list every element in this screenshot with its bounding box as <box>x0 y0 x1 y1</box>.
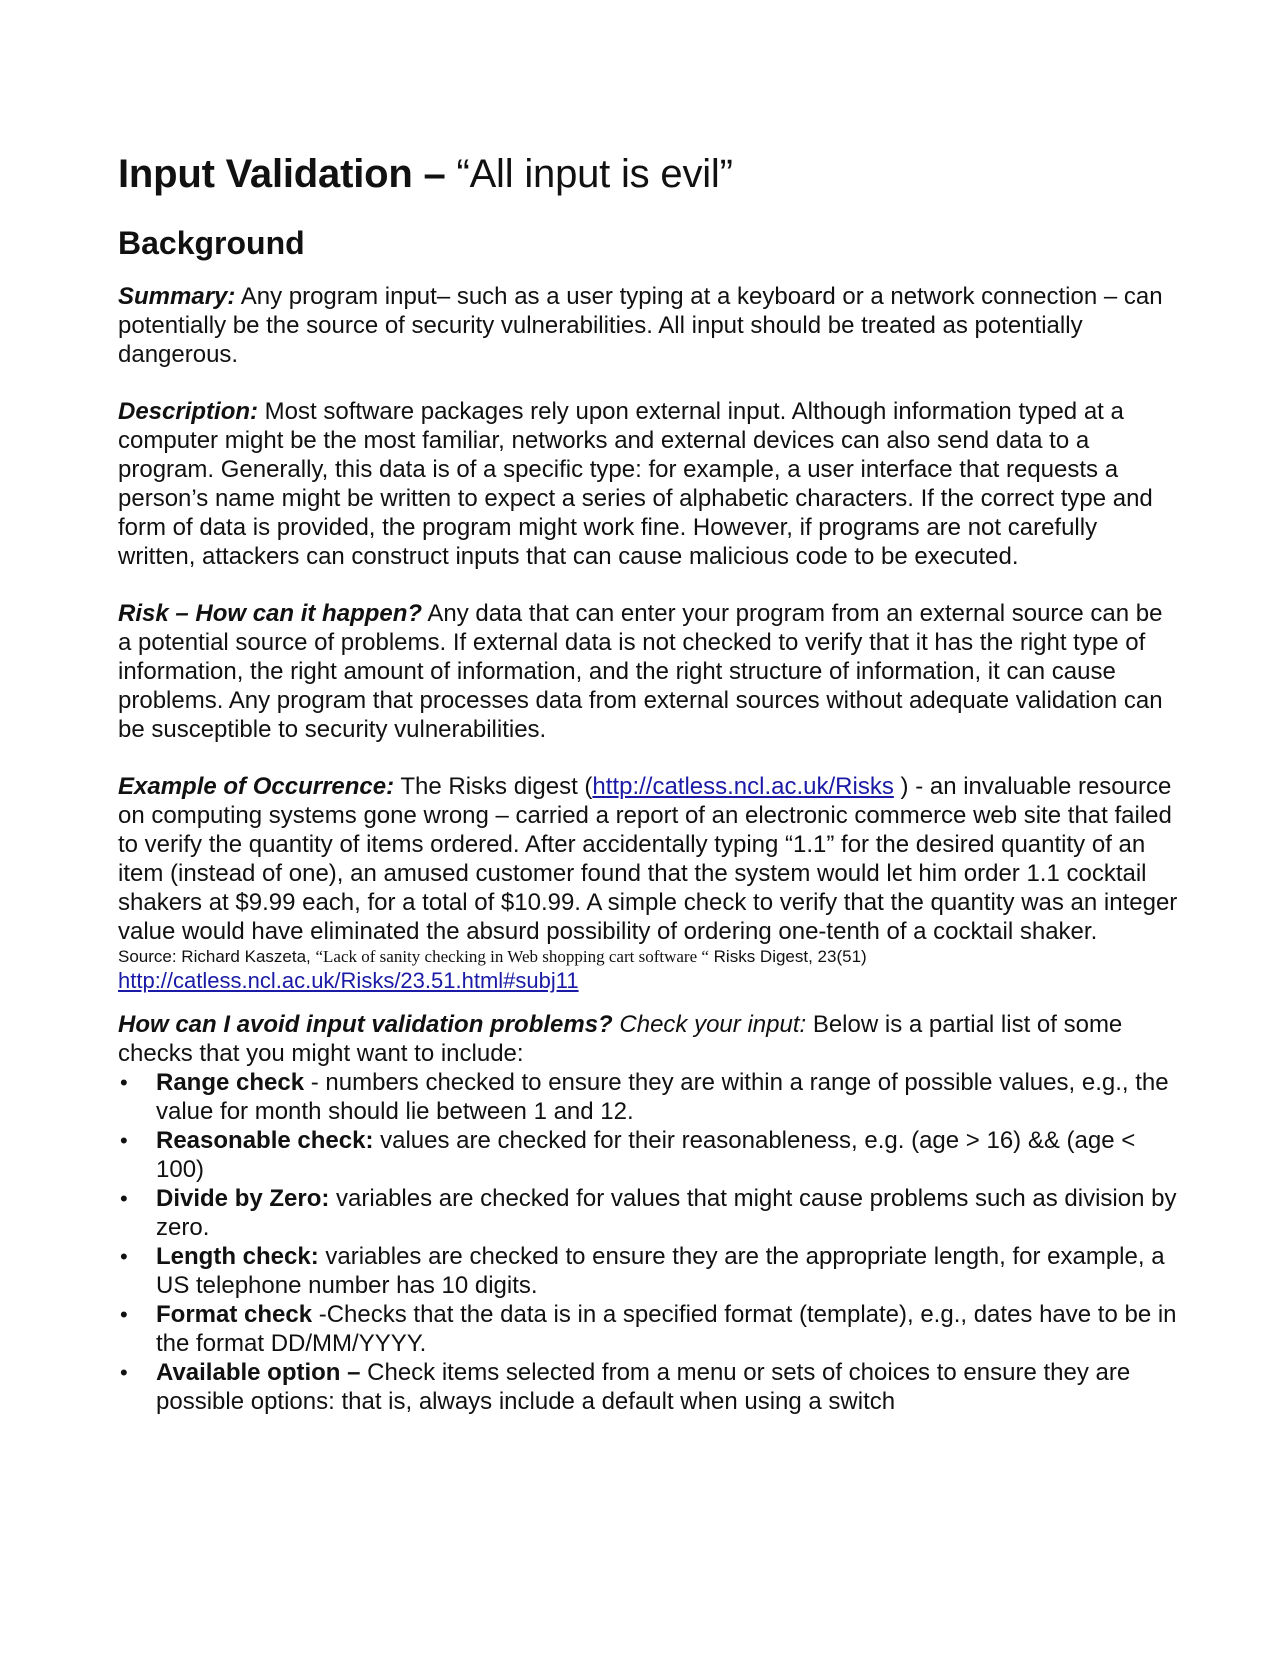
description-label: Description: <box>118 398 259 426</box>
source-link[interactable]: http://catless.ncl.ac.uk/Risks/23.51.html#subj11 <box>118 968 579 994</box>
summary-text: Any program input– such as a user typing at a keyboard or a network connection – can potentially be the source of security vulnerabilities. All input should be treated as potentially dangerous. <box>118 283 1163 369</box>
avoid-italic: Check your input: <box>612 1011 807 1039</box>
bullet-icon: • <box>120 1186 128 1212</box>
list-item <box>118 1184 1178 1242</box>
description-paragraph <box>118 397 1178 571</box>
example-paragraph <box>118 772 1178 946</box>
section-heading-background: Background <box>118 225 305 261</box>
check-text: -Checks that the data is in a specified format (template), e.g., dates have to be in the format DD/MM/YYYY. <box>156 1301 1177 1358</box>
avoid-paragraph <box>118 1010 1178 1068</box>
example-label: Example of Occurrence: <box>118 773 395 801</box>
check-text: variables are checked for values that might cause problems such as division by zero. <box>156 1185 1177 1242</box>
avoid-text: Below is a partial list of some checks that you might want to include: <box>118 1011 1123 1068</box>
bullet-icon: • <box>120 1360 128 1386</box>
check-term: Available option – <box>156 1359 361 1387</box>
avoid-label: How can I avoid input validation problems? <box>118 1011 613 1039</box>
list-item <box>118 1242 1178 1300</box>
document-page <box>118 150 1178 1416</box>
list-item <box>118 1358 1178 1416</box>
summary-paragraph <box>118 282 1178 369</box>
source-citation <box>118 946 1178 968</box>
risks-digest-link[interactable]: http://catless.ncl.ac.uk/Risks <box>592 773 894 801</box>
example-text-before: The Risks digest ( <box>394 773 593 801</box>
risk-label: Risk – How can it happen? <box>118 600 423 628</box>
list-item <box>118 1068 1178 1126</box>
page-title <box>118 150 1178 198</box>
summary-label: Summary: <box>118 283 236 311</box>
risk-text: Any data that can enter your program from an external source can be a potential source of problems. If external data is not checked to verify that it has the right type of information, the right amount of information, and the right structure of information, it can cause problems. Any program that processes data from external sources without adequate validation can be susceptible to security vulnerabilities. <box>118 600 1163 744</box>
checks-list <box>118 1068 1178 1416</box>
bullet-icon: • <box>120 1128 128 1154</box>
source-prefix: Source: Richard Kaszeta, <box>118 947 316 967</box>
check-term: Range check <box>156 1069 305 1097</box>
bullet-icon: • <box>120 1070 128 1096</box>
source-article-title: “Lack of sanity checking in Web shopping cart software “ <box>315 947 709 967</box>
risk-paragraph <box>118 599 1178 744</box>
example-text-after: ) - an invaluable resource on computing systems gone wrong – carried a report of an electronic commerce web site that failed to verify the quantity of items ordered. After accidentally typing “1.1” for the desired quantity of an item (instead of one), an amused customer found that the system would let him order 1.1 cocktail shakers at $9.99 each, for a total of $10.99. A simple check to verify that the quantity was an integer value would have eliminated the absurd possibility of ordering one-tenth of a cocktail shaker. <box>118 773 1178 946</box>
check-term: Divide by Zero: <box>156 1185 330 1213</box>
source-suffix: Risks Digest, 23(51) <box>708 947 867 967</box>
title-quote: “All input is evil” <box>445 152 733 196</box>
source-link-line <box>118 968 1178 994</box>
check-term: Format check <box>156 1301 313 1329</box>
description-text: Most software packages rely upon external input. Although information typed at a computer might be the most familiar, networks and external devices can also send data to a program. Generally, this data is of a specific type: for example, a user interface that requests a person’s name might be written to expect a series of alphabetic characters. If the correct type and form of data is provided, the program might work fine. However, if programs are not carefully written, attackers can construct inputs that can cause malicious code to be executed. <box>118 398 1153 571</box>
check-text: Check items selected from a menu or sets of choices to ensure they are possible options: that is, always include a default when using a switch <box>156 1359 1131 1416</box>
check-term: Reasonable check: <box>156 1127 374 1155</box>
check-text: variables are checked to ensure they are the appropriate length, for example, a US telephone number has 10 digits. <box>156 1243 1165 1300</box>
check-term: Length check: <box>156 1243 319 1271</box>
bullet-icon: • <box>120 1302 128 1328</box>
title-bold: Input Validation – <box>118 152 446 196</box>
check-text: - numbers checked to ensure they are within a range of possible values, e.g., the value for month should lie between 1 and 12. <box>156 1069 1169 1126</box>
list-item <box>118 1300 1178 1358</box>
check-text: values are checked for their reasonableness, e.g. (age > 16) && (age < 100) <box>156 1127 1136 1184</box>
list-item <box>118 1126 1178 1184</box>
bullet-icon: • <box>120 1244 128 1270</box>
